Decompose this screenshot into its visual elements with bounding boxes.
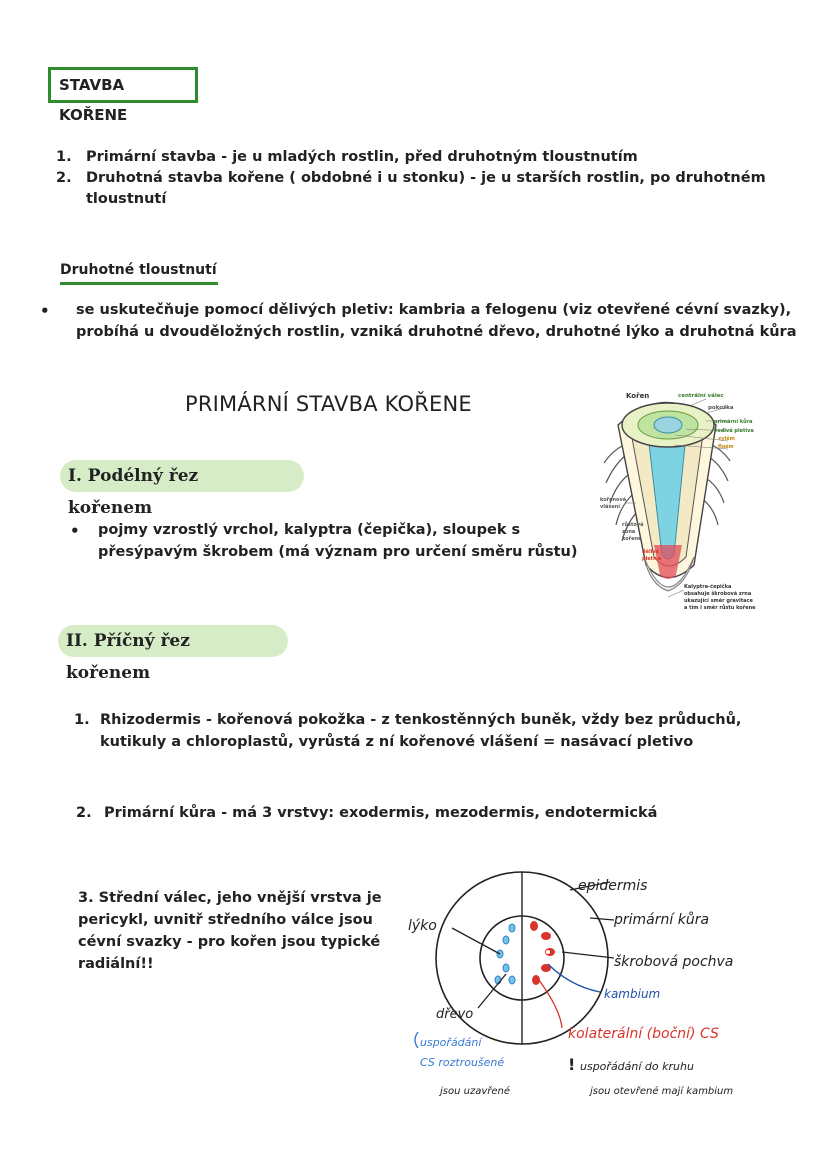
section-longitudinal-label: I. Podélný řez kořenem — [60, 460, 304, 492]
label-xylem: xylém — [718, 436, 735, 442]
label-root-hairs-2: vlášení — [600, 504, 620, 510]
label-arrangement: uspořádání — [420, 1036, 482, 1049]
intro-item-1-number: 1. — [56, 149, 72, 165]
root-longitudinal-diagram — [596, 385, 786, 620]
collateral-bundles — [530, 921, 555, 985]
label-open-cambium: jsou otevřené mají kambium — [590, 1086, 734, 1097]
secondary-text-line1: se uskutečňuje pomocí dělivých pletiv: kambria a felogenu (viz otevřené cévní svazky), — [76, 302, 792, 318]
label-cap-2: obsahuje škrobová zrna — [684, 591, 752, 597]
cross-item-1-line2: kutikuly a chloroplastů, vyrůstá z ní kořenové vlášení = nasávací pletivo — [100, 734, 694, 750]
page-title: STAVBA KOŘENE — [48, 67, 198, 103]
cross-item-3-line3: cévní svazky - pro kořen jsou typické — [78, 934, 381, 950]
label-cap-3: ukazující směr gravitace — [684, 598, 753, 604]
label-ring-arrangement: uspořádání do kruhu — [580, 1060, 694, 1073]
label-cap-4: a tím i směr růstu kořene — [684, 605, 756, 611]
label-meristem-1: dělivá — [642, 549, 660, 555]
intro-item-1-text: Primární stavba - je u mladých rostlin, před druhotným tloustnutím — [86, 149, 638, 165]
cross-item-3-line2: pericykl, uvnitř středního válce jsou — [78, 912, 373, 928]
section-cross-label: II. Příčný řez kořenem — [58, 625, 288, 657]
primary-structure-heading: PRIMÁRNÍ STAVBA KOŘENE — [185, 392, 472, 416]
root-cross-section-diagram — [400, 868, 780, 1108]
cross-item-1-number: 1. — [74, 712, 90, 728]
intro-item-2-number: 2. — [56, 170, 72, 186]
label-closed: jsou uzavřené — [440, 1086, 511, 1097]
label-central-cylinder: centrální válec — [678, 393, 724, 399]
label-cap-1: Kalyptra-čepička — [684, 584, 732, 590]
label-root-hairs-1: kořenová — [600, 497, 627, 503]
label-floem: floém — [718, 444, 734, 450]
root-diagram-title: Kořen — [626, 392, 650, 400]
label-meristem-2: pletiva — [642, 556, 662, 562]
label-pokozka: pokožka — [708, 405, 734, 411]
label-growth-zone-1: růstová — [622, 522, 644, 528]
secondary-bullet: • — [40, 302, 50, 320]
label-epidermis: epidermis — [578, 878, 648, 894]
label-xylem-cross: dřevo — [436, 1007, 474, 1022]
label-growth-zone-3: kořene — [622, 536, 642, 542]
label-cambium: kambium — [604, 987, 661, 1001]
intro-list — [56, 147, 776, 217]
intro-item-2-text: Druhotná stavba kořene ( obdobné i u stonku) - je u starších rostlin, po druhotném — [86, 170, 766, 186]
cross-item-3-line4: radiální!! — [78, 956, 154, 972]
cross-item-3-line1: 3. Střední válec, jeho vnější vrstva je — [78, 890, 382, 906]
label-growth-zone-2: zóna — [622, 529, 636, 535]
label-scattered-bundles: CS roztroušené — [420, 1056, 505, 1069]
exclamation-icon: ! — [568, 1055, 576, 1074]
label-collateral: kolaterální (boční) CS — [568, 1026, 719, 1042]
section1-text-line2: přesýpavým škrobem (má význam pro určení směru růstu) — [98, 544, 578, 560]
label-primary-cortex-cross: primární kůra — [614, 912, 710, 928]
label-vodiva: vodivá pletiva — [714, 428, 754, 434]
intro-item-2-text-cont: tloustnutí — [86, 191, 167, 207]
section1-text-line1: pojmy vzrostlý vrchol, kalyptra (čepička), sloupek s — [98, 522, 521, 538]
cross-item-2-number: 2. — [76, 805, 92, 821]
cross-item-1-line1: Rhizodermis - kořenová pokožka - z tenkostěnných buněk, vždy bez průduchů, — [100, 712, 742, 728]
label-starch-sheath: škrobová pochva — [614, 954, 734, 970]
label-primary-cortex: primární kůra — [714, 419, 753, 425]
secondary-text-line2: probíhá u dvouděložných rostlin, vzniká druhotné dřevo, druhotné lýko a druhotná kůra — [76, 324, 797, 340]
label-phloem: lýko — [408, 918, 437, 934]
cross-item-2-line1: Primární kůra - má 3 vrstvy: exodermis, mezodermis, endotermická — [104, 805, 658, 821]
section1-bullet: • — [70, 522, 80, 540]
secondary-thickening-heading: Druhotné tloustnutí — [60, 262, 218, 285]
